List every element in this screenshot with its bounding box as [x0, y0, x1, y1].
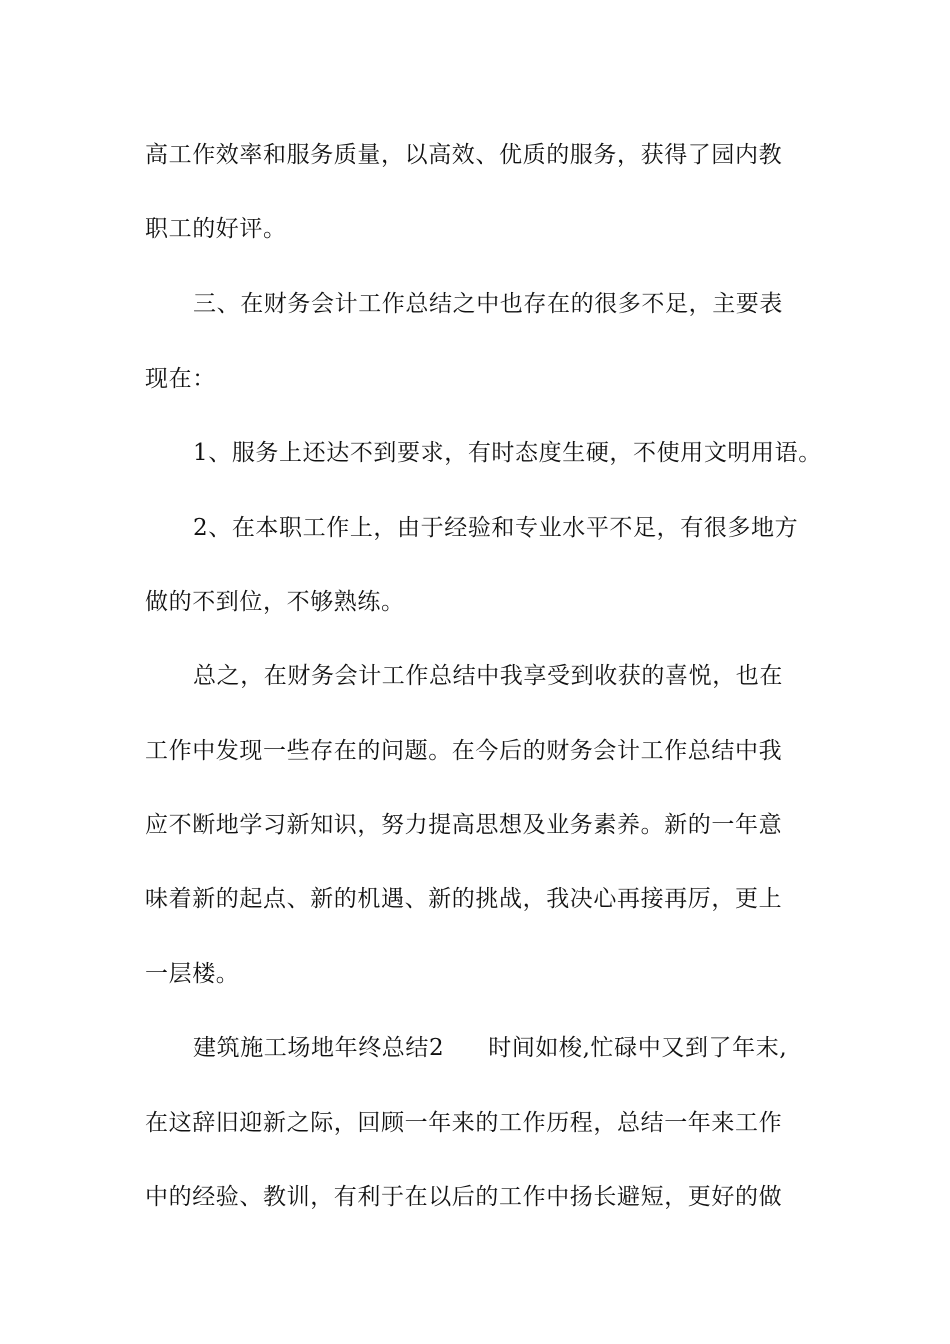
text-line: 应不断地学习新知识，努力提高思想及业务素养。新的一年意: [145, 812, 783, 838]
section-title: 建筑施工场地年终总结2: [193, 1035, 445, 1061]
text-line: 在这辞旧迎新之际，回顾一年来的工作历程，总结一年来工作: [145, 1110, 783, 1136]
list-item: 1、服务上还达不到要求，有时态度生硬，不使用文明用语。: [193, 440, 822, 466]
text-line: 工作中发现一些存在的问题。在今后的财务会计工作总结中我: [145, 738, 783, 764]
text-line: 职工的好评。: [145, 216, 287, 242]
text-line: 总之，在财务会计工作总结中我享受到收获的喜悦，也在: [193, 663, 783, 689]
section-heading: 三、在财务会计工作总结之中也存在的很多不足，主要表: [193, 291, 783, 317]
list-item: 2、在本职工作上，由于经验和专业水平不足，有很多地方: [193, 515, 799, 541]
text-line: 一层楼。: [145, 961, 240, 987]
text-line: 现在：: [145, 366, 216, 392]
text-line: 高工作效率和服务质量，以高效、优质的服务，获得了园内教: [145, 142, 783, 168]
text-line: [193, 1033, 873, 1063]
text-line: 做的不到位，不够熟练。: [145, 589, 405, 615]
text-line: 中的经验、教训，有利于在以后的工作中扬长避短，更好的做: [145, 1184, 783, 1210]
text-line: 味着新的起点、新的机遇、新的挑战，我决心再接再厉，更上: [145, 886, 783, 912]
text-segment: 时间如梭,忙碌中又到了年末,: [488, 1035, 788, 1061]
